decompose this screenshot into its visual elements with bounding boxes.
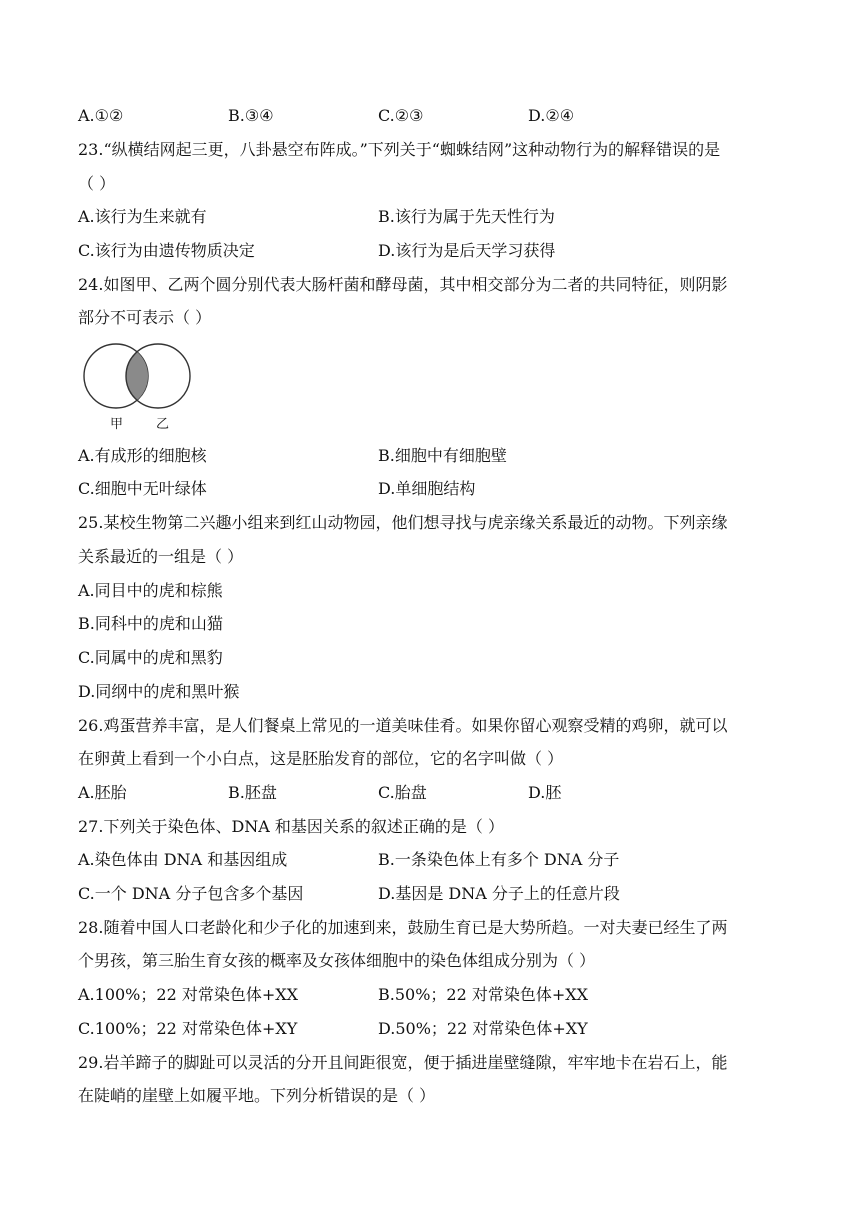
q23-option-a: A.该行为生来就有 xyxy=(78,207,207,226)
q29-stem-line2: 在陡峭的崖壁上如履平地。下列分析错误的是（ ） xyxy=(78,1086,436,1105)
q28-option-b: B.50%；22 对常染色体+XX xyxy=(378,985,589,1004)
q25-stem-line1: 25.某校生物第二兴趣小组来到红山动物园，他们想寻找与虎亲缘关系最近的动物。下列亲缘 xyxy=(78,513,728,532)
q25-option-a: A.同目中的虎和棕熊 xyxy=(78,581,223,600)
venn-label-yi: 乙 xyxy=(156,417,170,432)
q26-stem-line1: 26.鸡蛋营养丰富，是人们餐桌上常见的一道美味佳肴。如果你留心观察受精的鸡卵，就可以 xyxy=(78,716,728,735)
q25-option-d: D.同纲中的虎和黑叶猴 xyxy=(78,682,240,701)
q29-stem-line1: 29.岩羊蹄子的脚趾可以灵活的分开且间距很宽，便于插进崖壁缝隙，牢牢地卡在岩石上，能 xyxy=(78,1053,728,1072)
q28-option-c: C.100%；22 对常染色体+XY xyxy=(78,1019,298,1038)
q27-option-b: B.一条染色体上有多个 DNA 分子 xyxy=(378,850,620,869)
q28-stem-line1: 28.随着中国人口老龄化和少子化的加速到来，鼓励生育已是大势所趋。一对夫妻已经生了两 xyxy=(78,918,728,937)
venn-label-jia: 甲 xyxy=(110,417,124,432)
q28-option-d: D.50%；22 对常染色体+XY xyxy=(378,1019,588,1038)
q24-option-c: C.细胞中无叶绿体 xyxy=(78,479,207,498)
q22-option-c: C.②③ xyxy=(378,106,424,125)
q22-option-a: A.①② xyxy=(78,106,124,125)
q25-stem-line2: 关系最近的一组是（ ） xyxy=(78,547,244,566)
q26-option-b: B.胚盘 xyxy=(228,783,277,802)
q24-option-d: D.单细胞结构 xyxy=(378,479,476,498)
q23-stem-line1: 23.“纵横结网起三更，八卦悬空布阵成。”下列关于“蜘蛛结网”这种动物行为的解释错误的是 xyxy=(78,140,721,159)
q22-option-d: D.②④ xyxy=(528,106,575,125)
q24-stem-line1: 24.如图甲、乙两个圆分别代表大肠杆菌和酵母菌，其中相交部分为二者的共同特征，则阴影 xyxy=(78,275,728,294)
q23-stem-line2: （ ） xyxy=(78,174,116,193)
q27-option-a: A.染色体由 DNA 和基因组成 xyxy=(78,850,288,869)
q26-stem-line2: 在卵黄上看到一个小白点，这是胚胎发育的部位，它的名字叫做（ ） xyxy=(78,749,564,768)
q24-option-a: A.有成形的细胞核 xyxy=(78,446,207,465)
q22-option-b: B.③④ xyxy=(228,106,274,125)
q26-option-d: D.胚 xyxy=(528,783,562,802)
q23-option-d: D.该行为是后天学习获得 xyxy=(378,241,556,260)
q27-stem-line1: 27.下列关于染色体、DNA 和基因关系的叙述正确的是（ ） xyxy=(78,817,505,836)
q24-option-b: B.细胞中有细胞壁 xyxy=(378,446,507,465)
q27-option-c: C.一个 DNA 分子包含多个基因 xyxy=(78,884,304,903)
venn-circles xyxy=(80,340,200,414)
q23-option-b: B.该行为属于先天性行为 xyxy=(378,207,555,226)
q23-option-c: C.该行为由遗传物质决定 xyxy=(78,241,255,260)
q25-option-b: B.同科中的虎和山猫 xyxy=(78,614,223,633)
q26-option-a: A.胚胎 xyxy=(78,783,127,802)
q28-option-a: A.100%；22 对常染色体+XX xyxy=(78,985,299,1004)
q26-option-c: C.胎盘 xyxy=(378,783,427,802)
q28-stem-line2: 个男孩，第三胎生育女孩的概率及女孩体细胞中的染色体组成分别为（ ） xyxy=(78,951,596,970)
q25-option-c: C.同属中的虎和黑豹 xyxy=(78,648,223,667)
q24-stem-line2: 部分不可表示（ ） xyxy=(78,308,212,327)
venn-diagram xyxy=(80,340,200,432)
q27-option-d: D.基因是 DNA 分子上的任意片段 xyxy=(378,884,620,903)
